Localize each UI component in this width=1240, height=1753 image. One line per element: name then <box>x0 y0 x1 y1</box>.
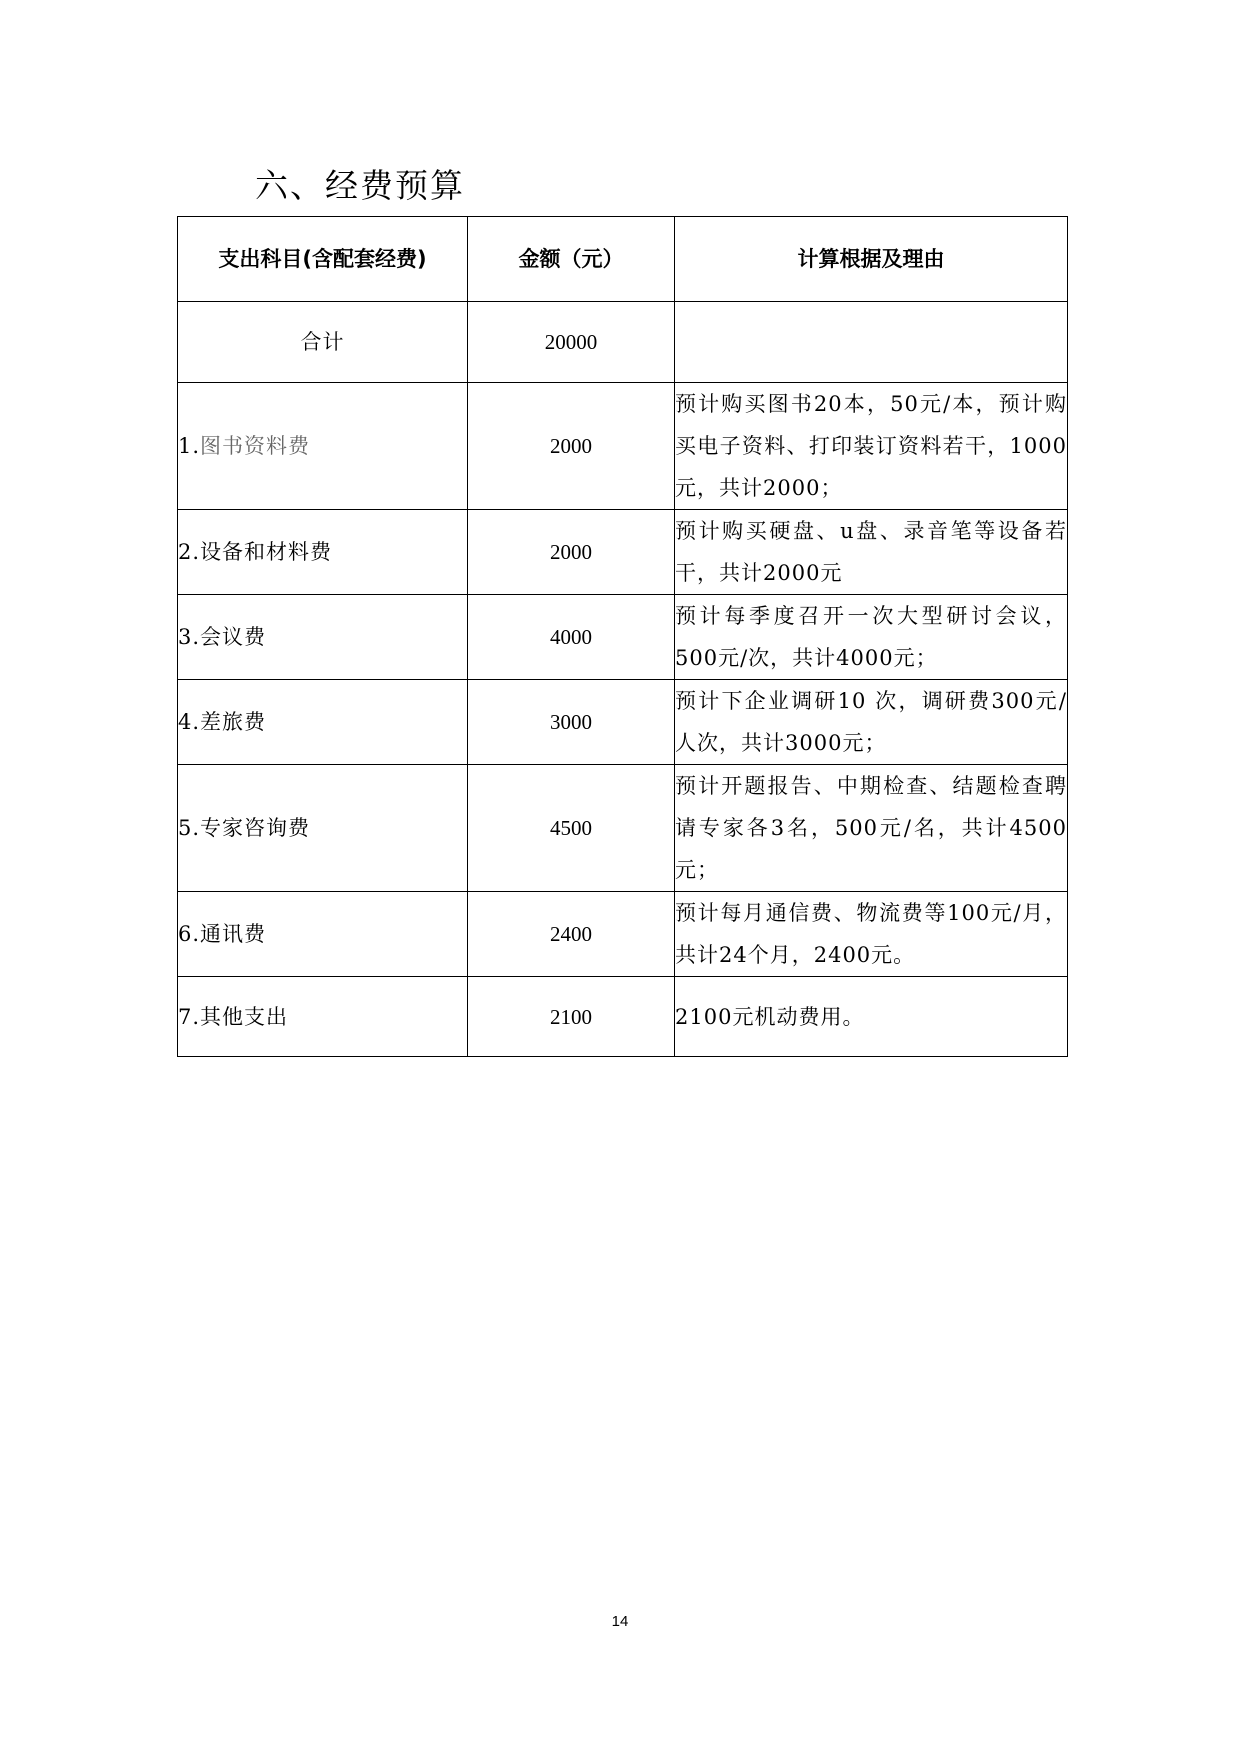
row-basis: 预计下企业调研10 次，调研费300元/人次，共计3000元； <box>675 680 1068 765</box>
row-amount: 3000 <box>468 680 675 765</box>
total-amount: 20000 <box>468 302 675 383</box>
row-name: 会议费 <box>200 625 267 649</box>
row-item <box>178 383 468 510</box>
total-basis <box>675 302 1068 383</box>
row-item <box>178 765 468 892</box>
row-name: 其他支出 <box>200 1004 289 1029</box>
row-num: 6. <box>178 922 201 946</box>
row-amount: 2000 <box>468 383 675 510</box>
row-basis: 预计开题报告、中期检查、结题检查聘请专家各3名，500元/名，共计4500元； <box>675 765 1068 892</box>
row-basis: 预计购买图书20本，50元/本，预计购买电子资料、打印装订资料若干，1000元，共计2000； <box>675 383 1068 510</box>
row-item <box>178 680 468 765</box>
total-row <box>178 302 1068 383</box>
row-amount: 4000 <box>468 595 675 680</box>
row-name: 差旅费 <box>200 710 267 734</box>
table-row <box>178 680 1068 765</box>
row-item <box>178 977 468 1057</box>
section-title: 六、经费预算 <box>255 166 465 205</box>
row-name: 通讯费 <box>200 922 267 946</box>
header-basis: 计算根据及理由 <box>675 217 1068 302</box>
row-amount: 2000 <box>468 510 675 595</box>
row-num: 4. <box>178 710 201 734</box>
row-amount: 4500 <box>468 765 675 892</box>
row-amount: 2100 <box>468 977 675 1057</box>
row-item <box>178 510 468 595</box>
row-name: 图书资料费 <box>200 434 311 458</box>
row-item <box>178 595 468 680</box>
header-amount: 金额（元） <box>468 217 675 302</box>
row-num: 2. <box>178 540 201 564</box>
row-basis: 2100元机动费用。 <box>675 977 1068 1057</box>
row-num: 3. <box>178 625 201 649</box>
table-row <box>178 510 1068 595</box>
row-item <box>178 892 468 977</box>
header-item: 支出科目(含配套经费) <box>178 217 468 302</box>
table-row <box>178 765 1068 892</box>
row-basis: 预计每月通信费、物流费等100元/月，共计24个月，2400元。 <box>675 892 1068 977</box>
budget-table <box>177 216 1068 1057</box>
table-row <box>178 383 1068 510</box>
row-num: 5. <box>178 816 201 840</box>
row-basis: 预计购买硬盘、u盘、录音笔等设备若干，共计2000元 <box>675 510 1068 595</box>
table-header-row <box>178 217 1068 302</box>
total-label: 合计 <box>178 302 468 383</box>
page-number: 14 <box>611 1613 629 1630</box>
row-num: 1. <box>178 434 201 458</box>
row-amount: 2400 <box>468 892 675 977</box>
row-name: 专家咨询费 <box>200 816 311 840</box>
table-row <box>178 977 1068 1057</box>
row-name: 设备和材料费 <box>200 540 333 564</box>
row-basis: 预计每季度召开一次大型研讨会议，500元/次，共计4000元； <box>675 595 1068 680</box>
table-row <box>178 595 1068 680</box>
row-num: 7. <box>178 1004 201 1029</box>
table-row <box>178 892 1068 977</box>
